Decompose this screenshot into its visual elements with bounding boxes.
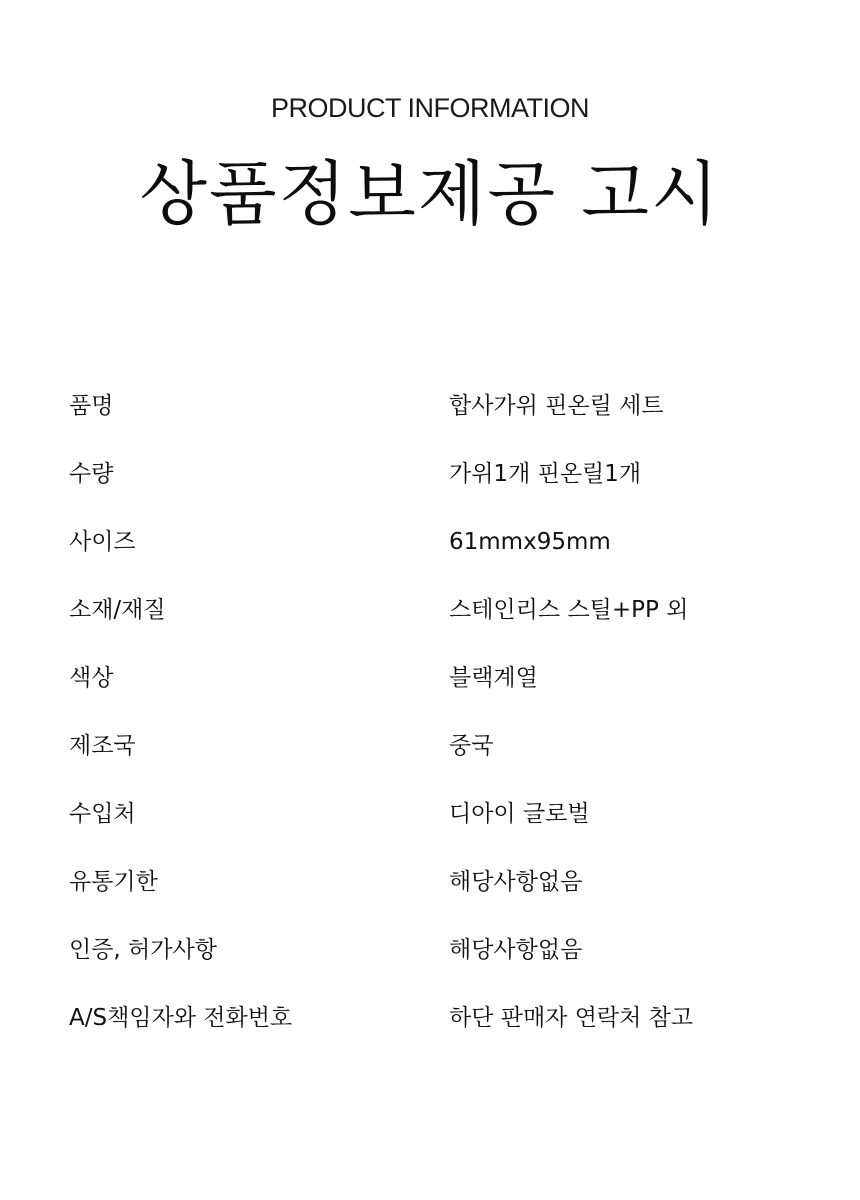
info-label: 소재/재질 (69, 597, 166, 623)
info-value: 해당사항없음 (449, 869, 583, 895)
info-value: 하단 판매자 연락처 참고 (449, 1005, 694, 1031)
info-label: 유통기한 (69, 869, 158, 895)
info-row-size (69, 516, 789, 584)
info-value: 스테인리스 스틸+PP 외 (449, 597, 689, 623)
info-value: 61mmx95mm (449, 529, 611, 555)
info-row-color (69, 652, 789, 720)
info-value: 디아이 글로벌 (449, 801, 590, 827)
section-eyebrow: PRODUCT INFORMATION (271, 93, 589, 123)
info-row-material (69, 584, 789, 652)
info-row-quantity (69, 448, 789, 516)
info-value: 블랙계열 (449, 665, 538, 691)
info-row-country (69, 720, 789, 788)
info-label: 색상 (69, 665, 114, 691)
info-value: 합사가위 핀온릴 세트 (449, 393, 664, 419)
info-label: 제조국 (69, 733, 136, 759)
info-row-expiry (69, 856, 789, 924)
product-info-table (69, 380, 789, 1060)
info-label: 사이즈 (69, 529, 136, 555)
page-title: 상품정보제공 고시 (139, 153, 721, 235)
info-value: 가위1개 핀온릴1개 (449, 461, 642, 487)
info-label: A/S책임자와 전화번호 (69, 1005, 293, 1031)
info-label: 수입처 (69, 801, 136, 827)
info-row-importer (69, 788, 789, 856)
info-row-product-name (69, 380, 789, 448)
info-value: 중국 (449, 733, 494, 759)
info-row-after-service (69, 992, 789, 1060)
info-label: 수량 (69, 461, 114, 487)
info-value: 해당사항없음 (449, 937, 583, 963)
info-label: 품명 (69, 393, 114, 419)
info-row-certification (69, 924, 789, 992)
info-label: 인증, 허가사항 (69, 937, 217, 963)
